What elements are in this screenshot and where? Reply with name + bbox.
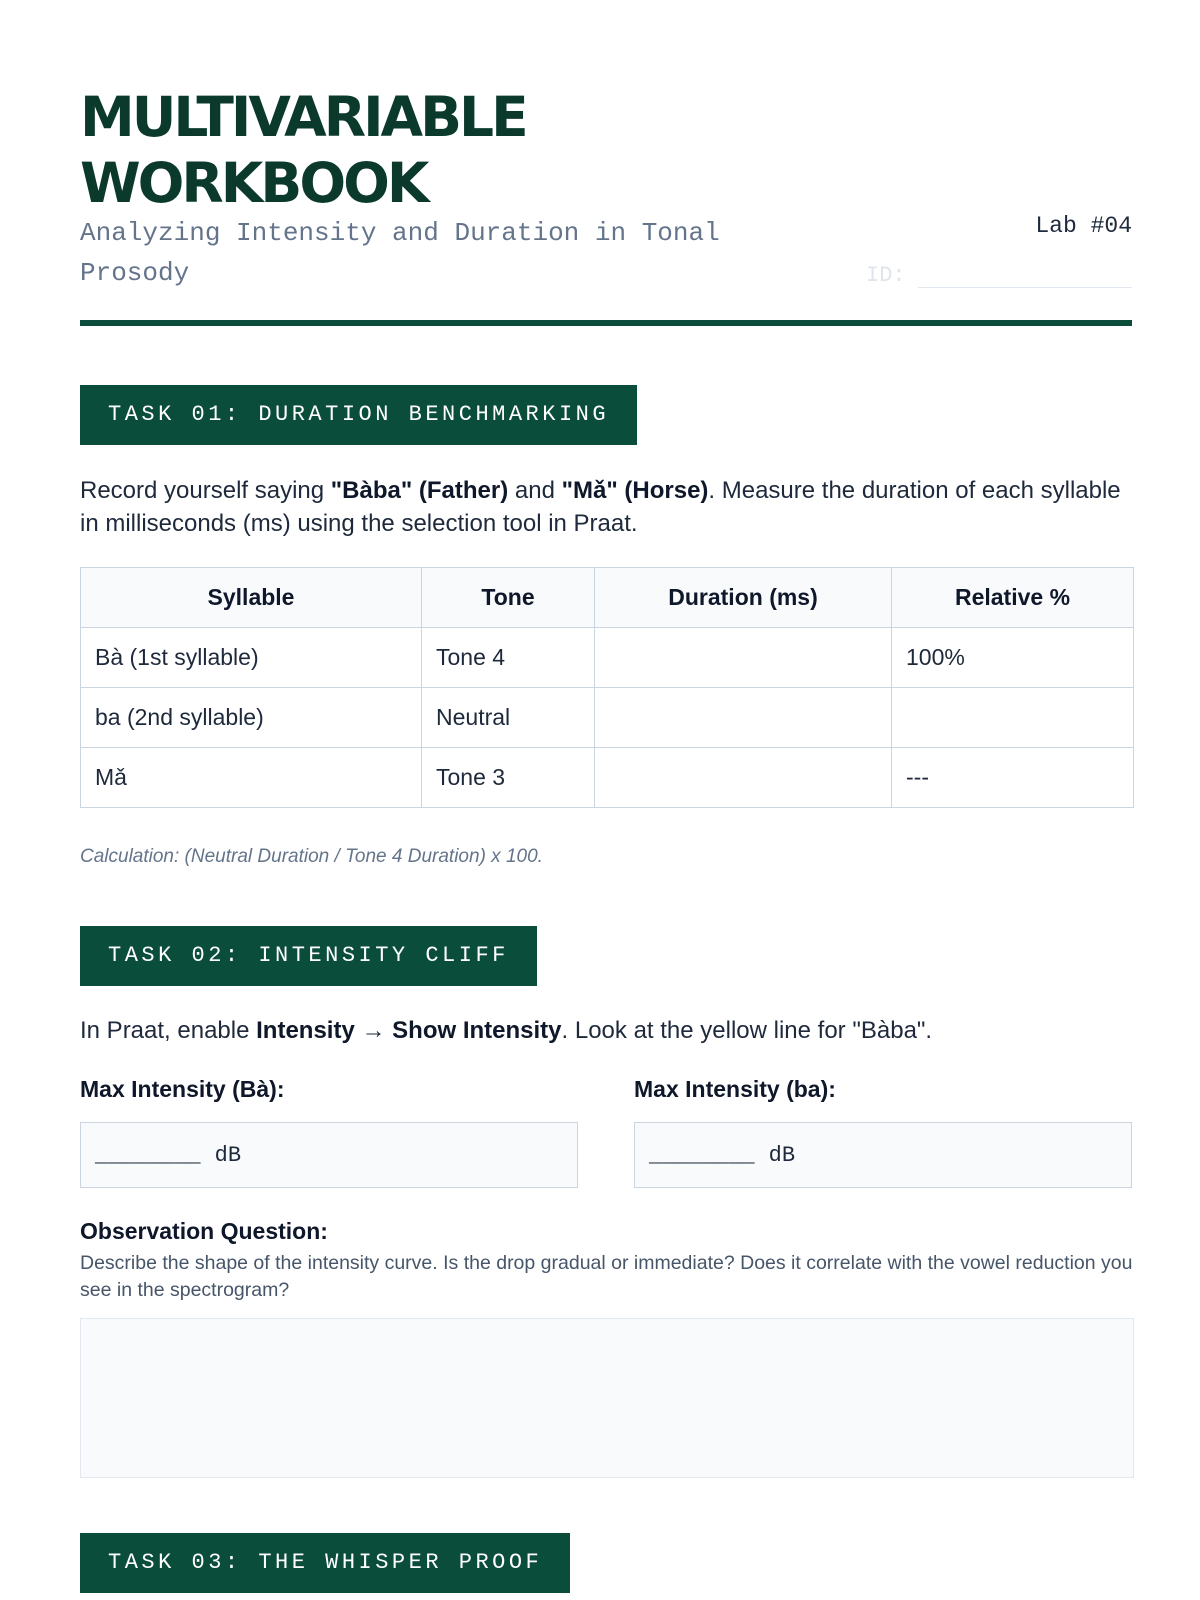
table-row [81,748,1134,808]
duration-input-cell[interactable] [595,748,892,808]
arrow-icon: → [354,1017,393,1044]
task-02-heading: TASK 02: INTENSITY CLIFF [80,926,537,986]
column-header: Duration (ms) [595,568,892,628]
tone-cell: Tone 3 [422,748,595,808]
unit-label: dB [214,1142,242,1168]
table-row [81,688,1134,748]
instr-text: . Measure the duration of each syllable in milliseconds (ms) using the selection tool in Praat. [80,477,1121,537]
instr-word-ma: "Mǎ" (Horse) [561,477,709,504]
observation-title: Observation Question: [80,1218,328,1244]
blank-line: ________ [649,1142,755,1168]
tone-cell: Neutral [422,688,595,748]
tone-cell: Tone 4 [422,628,595,688]
duration-table [80,567,1134,808]
relative-percent-cell: --- [892,748,1134,808]
task-02-instructions [80,1014,1132,1047]
syllable-cell: Mǎ [81,748,422,808]
title-line-2: WORKBOOK [80,151,427,215]
instr-text: and [508,477,562,504]
title-line-1: MULTIVARIABLE [80,85,526,149]
task-03-heading: TASK 03: THE WHISPER PROOF [80,1533,570,1593]
syllable-cell: Bà (1st syllable) [81,628,422,688]
task-01-heading: TASK 01: DURATION BENCHMARKING [80,385,637,445]
calculation-note: Calculation: (Neutral Duration / Tone 4 Duration) x 100. [80,846,543,867]
instr-text: . Look at the yellow line for "Bàba". [561,1017,933,1044]
max-intensity-ba-label: Max Intensity (Bà): [80,1076,285,1102]
table-row [81,628,1134,688]
relative-percent-input-cell[interactable] [892,688,1134,748]
id-input-line[interactable] [918,263,1132,288]
instr-word-baba: "Bàba" (Father) [330,477,509,504]
instr-show-intensity: Show Intensity [392,1017,562,1044]
duration-input-cell[interactable] [595,628,892,688]
syllable-cell: ba (2nd syllable) [81,688,422,748]
duration-input-cell[interactable] [595,688,892,748]
instr-text: Record yourself saying [80,477,331,504]
blank-line: ________ [95,1142,201,1168]
student-id-field[interactable] [866,263,1132,288]
column-header: Syllable [81,568,422,628]
page-subtitle: Analyzing Intensity and Duration in Tonal Prosody [80,218,720,288]
relative-percent-cell: 100% [892,628,1134,688]
lab-number: Lab #04 [1035,213,1132,239]
unit-label: dB [768,1142,796,1168]
instr-intensity: Intensity [256,1017,355,1044]
id-label: ID: [866,263,906,288]
max-intensity-ba2-input[interactable] [634,1122,1132,1188]
header-divider [80,320,1132,326]
column-header: Tone [422,568,595,628]
task-01-instructions [80,474,1132,540]
instr-text: In Praat, enable [80,1017,257,1044]
max-intensity-ba2-label: Max Intensity (ba): [634,1076,836,1102]
page-title [80,84,526,216]
table-header-row [81,568,1134,628]
column-header: Relative % [892,568,1134,628]
observation-question: Describe the shape of the intensity curve. Is the drop gradual or immediate? Does it correlate with the vowel reduction you see in the spectrogram? [80,1252,1133,1301]
max-intensity-ba-input[interactable] [80,1122,578,1188]
observation-answer-box[interactable] [80,1318,1134,1478]
